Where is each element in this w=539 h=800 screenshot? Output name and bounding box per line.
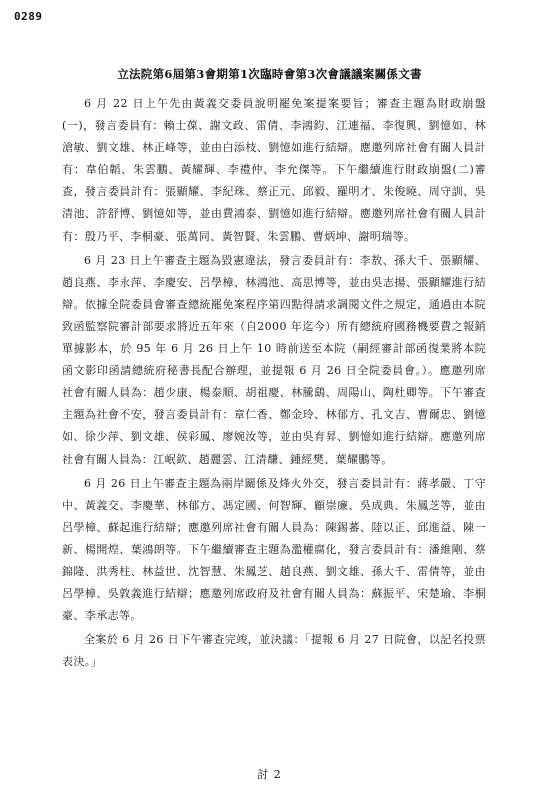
paragraph-june-22: 6 月 22 日上午先由黃義交委員說明罷免案提案要旨；審查主題為財政崩盤(一)，發言委員有：賴士葆、謝文政、雷倩、李鴻鈞、江連福、李復興、劉憶如、林滄敏、劉文雄、林正峰等，並由白添枝、劉憶如進行結辯。應邀列席社會有關人員計有：韋伯韜、朱雲鵬、黃耀輝、李禮仲、李允傑等。下午繼續進行財政崩盤(二)審查，發言委員計有：張顯耀、李紀珠、蔡正元、邱毅、羅明才、朱俊曉、周守訓、吳清池、許舒博、劉憶如等，並由費鴻泰、劉憶如進行結辯。應邀列席社會有關人員計有：殷乃平、李桐豪、張萬同、黃智賢、朱雲鵬、曹炳坤、謝明瑞等。 <box>62 97 486 243</box>
paragraph-june-26: 6 月 26 日上午審查主題為兩岸關係及烽火外交，發言委員計有：蔣孝嚴、丁守中、黃義交、李慶華、林郁方、馮定國、何智輝、顧崇廉、吳成典、朱鳳芝等，並由呂學樟、蘇起進行結辯；應邀列席社會有關人員為：陳錫蕃、陸以正、邱進益、陳一新、楊開煌、葉鴻朗等。下午繼續審查主題為濫權腐化，發言委員計有：潘維剛、蔡錦隆、洪秀柱、林益世、沈智慧、朱鳳芝、趙良燕、劉文雄、孫大千、雷倩等，並由呂學樟、吳敦義進行結辯；應邀列席政府及社會有關人員為：蘇振平、宋楚瑜、李桐豪、李承志等。 <box>62 476 486 623</box>
page-footer: 討 2 <box>257 768 282 781</box>
document-title: 立法院第6屆第3會期第1次臨時會第3次會議議案關係文書 <box>117 67 422 81</box>
paragraph-june-23: 6 月 23 日上午審查主題為毀憲違法，發言委員計有：李敖、孫大千、張顯耀、趙良燕、李永萍、李慶安、呂學樟、林鴻池、高思博等，並由吳志揚、張顯耀進行結辯。依據全院委員會審查總統罷免案程序第四點得請求調閱文件之規定，通過由本院致函監察院審計部要求將近五年來（自2000 年迄今）所有總統府國務機要費之報銷單據影本，於 95 年 6 月 26 日上午 10 時前送至本院（嗣經審計部函復業將本院函文影印函請總統府秘書長配合辦理，並提報 6 月 26 日全院委員會。）。應邀列席社會有關人員為：趙少康、楊泰順、胡祖慶、林騰鷂、周陽山、陶杜卿等。下午審查主題為社會不安，發言委員計有：章仁香、鄭金玲、林郁方、孔文吉、曹爾忠、劉憶如、徐少萍、劉文雄、侯彩鳳、廖婉汝等，並由吳育昇、劉憶如進行結辯。應邀列席社會有關人員為：江岷欽、趙麗雲、江清馦、鍾經樊、葉耀鵬等。 <box>62 253 486 466</box>
page-number: 0289 <box>14 10 43 23</box>
document-body <box>62 93 486 675</box>
paragraph-conclusion: 全案於 6 月 26 日下午審查完竣，並決議：「提報 6 月 27 日院會，以記名投票表決。」 <box>62 633 486 669</box>
